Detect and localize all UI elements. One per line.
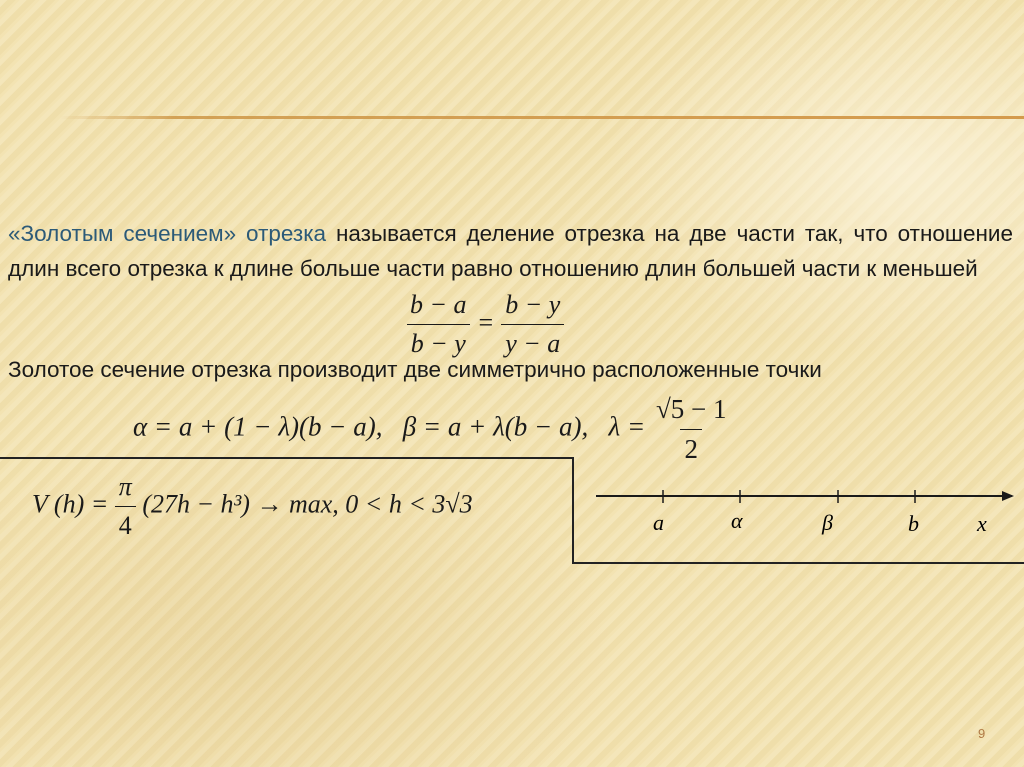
pi-numerator: π (118, 472, 132, 501)
alpha-expression: α = a + (1 − λ)(b − a), (133, 411, 383, 442)
lambda-lhs: λ = (608, 411, 646, 442)
lambda-denominator: 2 (680, 429, 702, 465)
label-beta: β (822, 510, 833, 535)
ratio-left-denominator: b − y (407, 324, 470, 359)
ratio-right-denominator: y − a (501, 324, 564, 359)
label-a: a (653, 510, 664, 535)
lambda-numerator: √5 − 1 (655, 394, 727, 424)
beta-expression: β = a + λ(b − a), (402, 411, 589, 442)
label-alpha: α (731, 508, 743, 533)
ratio-equals-sign: = (478, 308, 494, 338)
four-denominator: 4 (115, 506, 136, 541)
definition-text: называется деление отрезка на две части так, что отношение длин всего отрезка к длине больше части равно отношению длин большей части к меньшей (8, 221, 1013, 281)
page-number: 9 (978, 726, 986, 741)
volume-body: (27h − h³) → max, 0 < h < 3√3 (142, 489, 473, 519)
definition-term: «Золотым сечением» отрезка (8, 221, 327, 246)
volume-lhs: V (h) = (32, 489, 109, 519)
label-b: b (908, 511, 919, 536)
symmetric-points-sentence: Золотое сечение отрезка производит две симметрично расположенные точки (8, 357, 822, 382)
ratio-left-numerator: b − a (410, 290, 467, 319)
label-x: x (977, 511, 987, 536)
ratio-right-numerator: b − y (505, 290, 561, 319)
